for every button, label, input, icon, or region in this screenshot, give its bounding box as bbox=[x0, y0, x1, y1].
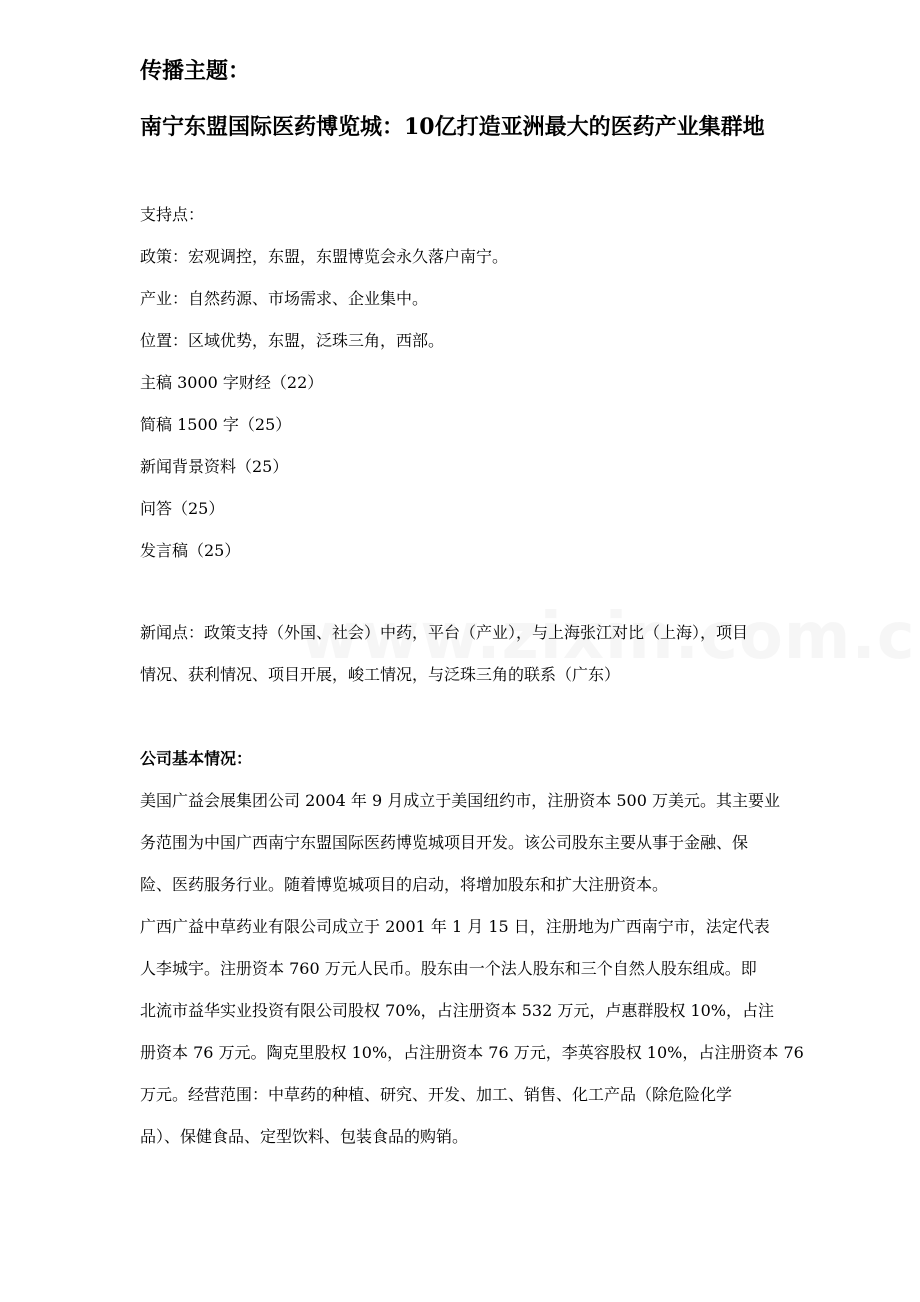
support-item: 问答（25） bbox=[140, 499, 225, 518]
paragraph-line: 广西广益中草药业有限公司成立于 2001 年 1 月 15 日，注册地为广西南宁市，法定代表 bbox=[140, 917, 770, 936]
document-title: 南宁东盟国际医药博览城：10亿打造亚洲最大的医药产业集群地 bbox=[140, 114, 765, 140]
support-item: 位置：区域优势，东盟，泛珠三角，西部。 bbox=[140, 331, 445, 350]
support-item: 政策：宏观调控，东盟，东盟博览会永久落户南宁。 bbox=[140, 247, 509, 266]
paragraph-line: 品）、保健食品、定型饮料、包装食品的购销。 bbox=[140, 1127, 469, 1146]
paragraph-line: 务范围为中国广西南宁东盟国际医药博览城项目开发。该公司股东主要从事于金融、保 bbox=[140, 833, 749, 852]
paragraph-line: 美国广益会展集团公司 2004 年 9 月成立于美国纽约市，注册资本 500 万美元。其主要业 bbox=[140, 791, 780, 810]
paragraph-line: 新闻点：政策支持（外国、社会）中药，平台（产业），与上海张江对比（上海），项目 bbox=[140, 623, 749, 642]
support-item: 发言稿（25） bbox=[140, 541, 241, 560]
support-label: 支持点： bbox=[140, 205, 205, 224]
paragraph-line: 人李城宇。注册资本 760 万元人民币。股东由一个法人股东和三个自然人股东组成。即 bbox=[140, 959, 757, 978]
support-item: 产业：自然药源、市场需求、企业集中。 bbox=[140, 289, 429, 308]
news-points-paragraph bbox=[140, 612, 852, 696]
support-item: 新闻背景资料（25） bbox=[140, 457, 289, 476]
paragraph-line: 万元。经营范围：中草药的种植、研究、开发、加工、销售、化工产品（除危险化学 bbox=[140, 1085, 733, 1104]
support-item: 简稿 1500 字（25） bbox=[140, 415, 292, 434]
company-paragraph-2 bbox=[140, 906, 852, 1158]
paragraph-line: 情况、获利情况、项目开展，峻工情况，与泛珠三角的联系（广东） bbox=[140, 665, 621, 684]
company-paragraph-1 bbox=[140, 780, 852, 906]
paragraph-line: 册资本 76 万元。陶克里股权 10%，占注册资本 76 万元，李英容股权 10%，占注册资本 76 bbox=[140, 1043, 804, 1062]
paragraph-line: 北流市益华实业投资有限公司股权 70%，占注册资本 532 万元，卢惠群股权 10%，占注 bbox=[140, 1001, 775, 1020]
paragraph-line: 险、医药服务行业。随着博览城项目的启动，将增加股东和扩大注册资本。 bbox=[140, 875, 669, 894]
theme-label: 传播主题： bbox=[140, 58, 251, 84]
support-item: 主稿 3000 字财经（22） bbox=[140, 373, 324, 392]
company-label: 公司基本情况： bbox=[140, 749, 253, 768]
